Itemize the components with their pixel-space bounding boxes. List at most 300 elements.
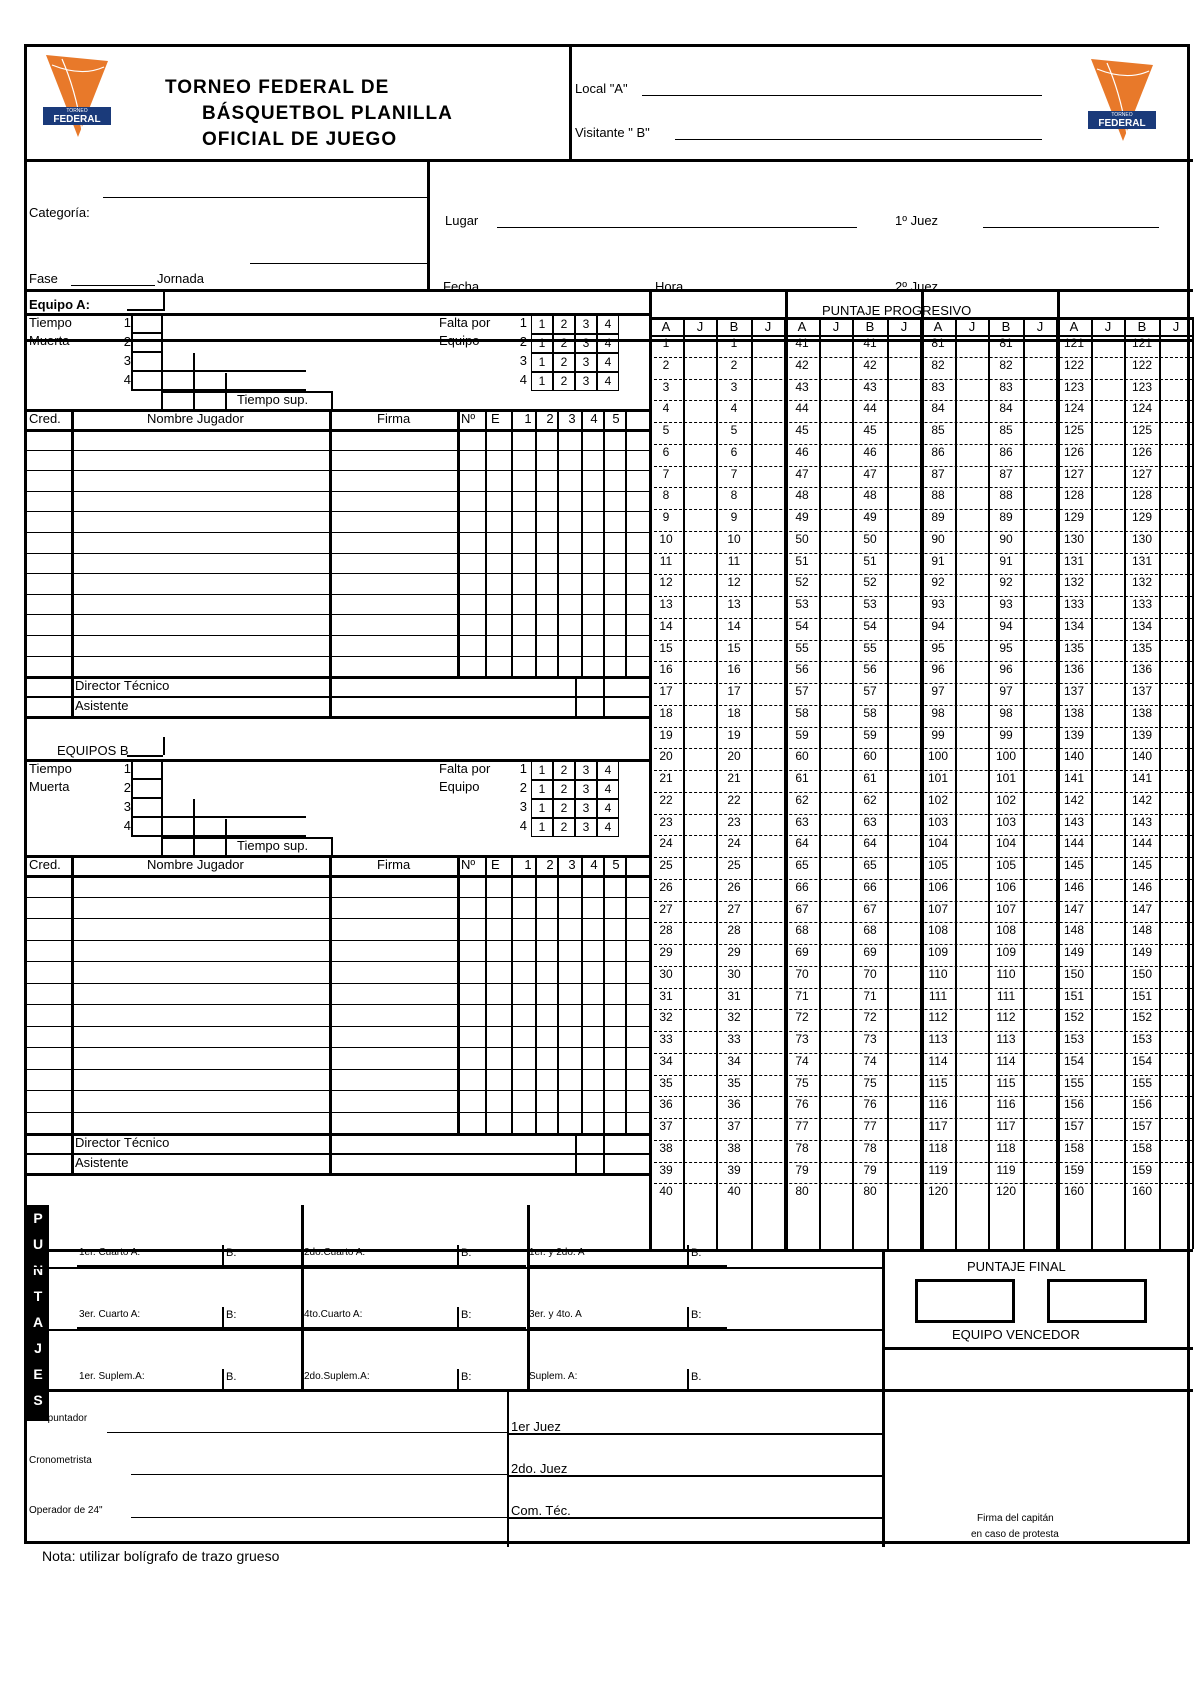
progresivo-number[interactable]: 38 [659, 1140, 673, 1155]
progresivo-number[interactable]: 91 [931, 553, 945, 568]
progresivo-number[interactable]: 1 [730, 336, 738, 350]
progresivo-number[interactable]: 135 [1131, 640, 1153, 655]
progresivo-number[interactable]: 81 [931, 336, 945, 350]
progresivo-number[interactable]: 121 [1063, 336, 1085, 350]
progresivo-number[interactable]: 115 [928, 1075, 948, 1090]
progresivo-number[interactable]: 63 [795, 814, 809, 829]
player-row[interactable] [27, 1047, 649, 1048]
progresivo-number[interactable]: 93 [931, 597, 945, 611]
progresivo-number[interactable]: 27 [727, 901, 741, 916]
progresivo-number[interactable]: 26 [727, 879, 741, 894]
team-foul-box[interactable]: 3 [575, 334, 597, 353]
player-row[interactable] [27, 470, 649, 471]
progresivo-number[interactable]: 18 [727, 705, 741, 720]
progresivo-number[interactable]: 70 [863, 966, 877, 981]
progresivo-number[interactable]: 126 [1131, 444, 1153, 459]
progresivo-number[interactable]: 44 [863, 401, 877, 416]
progresivo-number[interactable]: 65 [795, 858, 809, 872]
progresivo-number[interactable]: 39 [727, 1162, 741, 1177]
progresivo-number[interactable]: 104 [927, 836, 949, 851]
progresivo-number[interactable]: 158 [1131, 1140, 1153, 1155]
progresivo-number[interactable]: 138 [1063, 705, 1085, 720]
progresivo-number[interactable]: 82 [931, 357, 945, 372]
apuntador-field[interactable] [107, 1432, 507, 1433]
progresivo-number[interactable]: 108 [995, 923, 1017, 938]
progresivo-number[interactable]: 130 [1131, 531, 1153, 546]
progresivo-number[interactable]: 41 [863, 336, 877, 350]
progresivo-number[interactable]: 79 [863, 1162, 877, 1177]
progresivo-number[interactable]: 55 [795, 640, 809, 655]
progresivo-number[interactable]: 137 [1131, 684, 1153, 698]
progresivo-number[interactable]: 3 [662, 379, 670, 394]
player-row[interactable] [27, 983, 649, 984]
progresivo-number[interactable]: 28 [727, 923, 741, 938]
progresivo-number[interactable]: 82 [999, 357, 1013, 372]
progresivo-number[interactable]: 84 [999, 401, 1013, 416]
progresivo-number[interactable]: 16 [727, 662, 741, 677]
progresivo-number[interactable]: 86 [999, 444, 1013, 459]
progresivo-number[interactable]: 77 [795, 1119, 809, 1133]
progresivo-number[interactable]: 89 [931, 510, 945, 524]
puntaje-field[interactable] [527, 1389, 727, 1391]
progresivo-number[interactable]: 154 [1063, 1053, 1085, 1068]
progresivo-number[interactable]: 63 [863, 814, 877, 829]
progresivo-number[interactable]: 96 [999, 662, 1013, 677]
progresivo-number[interactable]: 116 [928, 1097, 948, 1112]
progresivo-number[interactable]: 74 [795, 1053, 809, 1068]
progresivo-number[interactable]: 61 [863, 771, 877, 785]
team-foul-box[interactable]: 1 [531, 799, 553, 818]
progresivo-number[interactable]: 158 [1063, 1140, 1085, 1155]
progresivo-number[interactable]: 95 [931, 640, 945, 655]
progresivo-number[interactable]: 73 [795, 1032, 809, 1046]
progresivo-number[interactable]: 9 [730, 510, 738, 524]
progresivo-number[interactable]: 46 [863, 444, 877, 459]
progresivo-number[interactable]: 74 [863, 1053, 877, 1068]
progresivo-number[interactable]: 153 [1131, 1032, 1153, 1046]
progresivo-number[interactable]: 136 [1131, 662, 1153, 677]
team-foul-box[interactable]: 2 [553, 799, 575, 818]
player-row[interactable] [27, 940, 649, 941]
final-score-a-box[interactable] [915, 1279, 1015, 1323]
progresivo-number[interactable]: 71 [795, 988, 809, 1003]
progresivo-number[interactable]: 132 [1063, 575, 1085, 590]
progresivo-number[interactable]: 142 [1131, 792, 1153, 807]
progresivo-number[interactable]: 55 [863, 640, 877, 655]
progresivo-number[interactable]: 6 [730, 444, 738, 459]
progresivo-number[interactable]: 16 [659, 662, 673, 677]
progresivo-number[interactable]: 156 [1063, 1097, 1085, 1112]
progresivo-number[interactable]: 17 [727, 684, 741, 698]
progresivo-number[interactable]: 133 [1063, 597, 1085, 611]
progresivo-number[interactable]: 92 [931, 575, 945, 590]
progresivo-number[interactable]: 40 [659, 1184, 673, 1199]
progresivo-number[interactable]: 57 [795, 684, 809, 698]
progresivo-number[interactable]: 60 [795, 749, 809, 764]
progresivo-number[interactable]: 64 [863, 836, 877, 851]
progresivo-number[interactable]: 142 [1063, 792, 1085, 807]
team-foul-box[interactable]: 4 [597, 799, 619, 818]
progresivo-number[interactable]: 117 [928, 1119, 948, 1133]
progresivo-number[interactable]: 48 [863, 488, 877, 503]
player-row[interactable] [27, 635, 649, 636]
progresivo-number[interactable]: 128 [1063, 488, 1085, 503]
team-foul-box[interactable]: 4 [597, 818, 619, 837]
progresivo-number[interactable]: 49 [795, 510, 809, 524]
progresivo-number[interactable]: 129 [1063, 510, 1085, 524]
progresivo-number[interactable]: 54 [795, 618, 809, 633]
progresivo-number[interactable]: 43 [863, 379, 877, 394]
progresivo-number[interactable]: 65 [863, 858, 877, 872]
progresivo-number[interactable]: 14 [659, 618, 673, 633]
progresivo-number[interactable]: 35 [727, 1075, 741, 1090]
progresivo-number[interactable]: 102 [927, 792, 949, 807]
progresivo-number[interactable]: 107 [927, 901, 949, 916]
progresivo-number[interactable]: 30 [727, 966, 741, 981]
progresivo-number[interactable]: 81 [999, 336, 1013, 350]
progresivo-number[interactable]: 52 [795, 575, 809, 590]
progresivo-number[interactable]: 33 [659, 1032, 673, 1046]
progresivo-number[interactable]: 25 [727, 858, 741, 872]
progresivo-number[interactable]: 155 [1063, 1075, 1085, 1090]
team-foul-box[interactable]: 3 [575, 315, 597, 334]
progresivo-number[interactable]: 23 [659, 814, 673, 829]
progresivo-number[interactable]: 38 [727, 1140, 741, 1155]
progresivo-number[interactable]: 147 [1063, 901, 1085, 916]
progresivo-number[interactable]: 100 [927, 749, 949, 764]
progresivo-number[interactable]: 72 [863, 1010, 877, 1025]
progresivo-number[interactable]: 19 [659, 727, 673, 742]
progresivo-number[interactable]: 48 [795, 488, 809, 503]
progresivo-number[interactable]: 15 [727, 640, 741, 655]
progresivo-number[interactable]: 59 [863, 727, 877, 742]
progresivo-number[interactable]: 126 [1063, 444, 1085, 459]
progresivo-number[interactable]: 139 [1063, 727, 1085, 742]
progresivo-number[interactable]: 159 [1131, 1162, 1153, 1177]
progresivo-number[interactable]: 125 [1063, 423, 1085, 437]
team-foul-box[interactable]: 4 [597, 372, 619, 391]
progresivo-number[interactable]: 70 [795, 966, 809, 981]
team-foul-box[interactable]: 2 [553, 372, 575, 391]
progresivo-number[interactable]: 153 [1063, 1032, 1085, 1046]
progresivo-number[interactable]: 54 [863, 618, 877, 633]
progresivo-number[interactable]: 123 [1131, 379, 1153, 394]
team-foul-box[interactable]: 3 [575, 353, 597, 372]
progresivo-number[interactable]: 122 [1063, 357, 1085, 372]
progresivo-number[interactable]: 9 [662, 510, 670, 524]
team-foul-box[interactable]: 2 [553, 780, 575, 799]
progresivo-number[interactable]: 117 [996, 1119, 1016, 1133]
player-row[interactable] [27, 656, 649, 657]
progresivo-number[interactable]: 42 [795, 357, 809, 372]
team-foul-box[interactable]: 1 [531, 818, 553, 837]
progresivo-number[interactable]: 92 [999, 575, 1013, 590]
progresivo-number[interactable]: 103 [927, 814, 949, 829]
progresivo-number[interactable]: 58 [795, 705, 809, 720]
progresivo-number[interactable]: 14 [727, 618, 741, 633]
progresivo-number[interactable]: 154 [1131, 1053, 1153, 1068]
progresivo-number[interactable]: 149 [1131, 945, 1153, 959]
progresivo-number[interactable]: 160 [1063, 1184, 1085, 1199]
progresivo-number[interactable]: 127 [1063, 466, 1085, 481]
player-row[interactable] [27, 511, 649, 512]
progresivo-number[interactable]: 31 [727, 988, 741, 1003]
progresivo-number[interactable]: 157 [1131, 1119, 1153, 1133]
progresivo-number[interactable]: 15 [659, 640, 673, 655]
progresivo-number[interactable]: 49 [863, 510, 877, 524]
progresivo-number[interactable]: 86 [931, 444, 945, 459]
progresivo-number[interactable]: 68 [863, 923, 877, 938]
progresivo-number[interactable]: 1 [662, 336, 670, 350]
progresivo-number[interactable]: 114 [996, 1053, 1016, 1068]
progresivo-number[interactable]: 59 [795, 727, 809, 742]
progresivo-number[interactable]: 97 [999, 684, 1013, 698]
progresivo-number[interactable]: 29 [727, 945, 741, 959]
progresivo-number[interactable]: 152 [1131, 1010, 1153, 1025]
player-row[interactable] [27, 614, 649, 615]
puntaje-field[interactable] [527, 1265, 727, 1267]
progresivo-number[interactable]: 120 [927, 1184, 949, 1199]
team-foul-box[interactable]: 2 [553, 761, 575, 780]
progresivo-number[interactable]: 53 [795, 597, 809, 611]
progresivo-number[interactable]: 11 [659, 553, 673, 568]
progresivo-number[interactable]: 157 [1063, 1119, 1085, 1133]
team-foul-box[interactable]: 3 [575, 761, 597, 780]
progresivo-number[interactable]: 119 [996, 1162, 1016, 1177]
progresivo-number[interactable]: 113 [996, 1032, 1016, 1046]
team-foul-box[interactable]: 4 [597, 334, 619, 353]
team-foul-box[interactable]: 3 [575, 818, 597, 837]
progresivo-number[interactable]: 103 [995, 814, 1017, 829]
progresivo-number[interactable]: 99 [931, 727, 945, 742]
progresivo-number[interactable]: 24 [659, 836, 673, 851]
progresivo-number[interactable]: 19 [727, 727, 741, 742]
progresivo-number[interactable]: 29 [659, 945, 673, 959]
progresivo-number[interactable]: 8 [730, 488, 738, 503]
progresivo-number[interactable]: 141 [1131, 771, 1153, 785]
progresivo-number[interactable]: 25 [659, 858, 673, 872]
progresivo-number[interactable]: 2 [662, 357, 670, 372]
player-row[interactable] [27, 532, 649, 533]
progresivo-number[interactable]: 83 [931, 379, 945, 394]
progresivo-number[interactable]: 4 [730, 401, 738, 416]
progresivo-number[interactable]: 90 [999, 531, 1013, 546]
progresivo-number[interactable]: 111 [928, 988, 948, 1003]
player-row[interactable] [27, 553, 649, 554]
progresivo-number[interactable]: 7 [730, 466, 738, 481]
progresivo-number[interactable]: 53 [863, 597, 877, 611]
progresivo-number[interactable]: 155 [1131, 1075, 1153, 1090]
progresivo-number[interactable]: 101 [995, 771, 1017, 785]
progresivo-number[interactable]: 145 [1063, 858, 1085, 872]
progresivo-number[interactable]: 101 [927, 771, 949, 785]
progresivo-number[interactable]: 27 [659, 901, 673, 916]
visitante-field[interactable] [675, 139, 1042, 140]
progresivo-number[interactable]: 21 [727, 771, 741, 785]
progresivo-number[interactable]: 99 [999, 727, 1013, 742]
player-row[interactable] [27, 450, 649, 451]
progresivo-number[interactable]: 62 [795, 792, 809, 807]
progresivo-number[interactable]: 39 [659, 1162, 673, 1177]
progresivo-number[interactable]: 131 [1131, 553, 1153, 568]
progresivo-number[interactable]: 134 [1131, 618, 1153, 633]
progresivo-number[interactable]: 61 [795, 771, 809, 785]
progresivo-number[interactable]: 37 [727, 1119, 741, 1133]
juez1-field[interactable] [983, 227, 1159, 228]
progresivo-number[interactable]: 47 [863, 466, 877, 481]
progresivo-number[interactable]: 13 [659, 597, 673, 611]
progresivo-number[interactable]: 50 [863, 531, 877, 546]
progresivo-number[interactable]: 7 [662, 466, 670, 481]
progresivo-number[interactable]: 10 [727, 531, 741, 546]
puntaje-field[interactable] [77, 1327, 301, 1329]
team-foul-box[interactable]: 2 [553, 353, 575, 372]
progresivo-number[interactable]: 152 [1063, 1010, 1085, 1025]
progresivo-number[interactable]: 113 [928, 1032, 948, 1046]
progresivo-number[interactable]: 46 [795, 444, 809, 459]
progresivo-number[interactable]: 140 [1131, 749, 1153, 764]
progresivo-number[interactable]: 6 [662, 444, 670, 459]
progresivo-number[interactable]: 34 [659, 1053, 673, 1068]
progresivo-number[interactable]: 110 [928, 966, 948, 981]
progresivo-number[interactable]: 13 [727, 597, 741, 611]
progresivo-number[interactable]: 110 [996, 966, 1016, 981]
progresivo-number[interactable]: 130 [1063, 531, 1085, 546]
progresivo-number[interactable]: 115 [996, 1075, 1016, 1090]
progresivo-number[interactable]: 105 [927, 858, 949, 872]
progresivo-number[interactable]: 131 [1063, 553, 1085, 568]
progresivo-number[interactable]: 160 [1131, 1184, 1153, 1199]
progresivo-number[interactable]: 22 [659, 792, 673, 807]
progresivo-number[interactable]: 75 [795, 1075, 809, 1090]
progresivo-number[interactable]: 143 [1063, 814, 1085, 829]
progresivo-number[interactable]: 118 [928, 1140, 948, 1155]
team-foul-box[interactable]: 2 [553, 818, 575, 837]
progresivo-number[interactable]: 85 [999, 423, 1013, 437]
progresivo-number[interactable]: 143 [1131, 814, 1153, 829]
puntaje-field[interactable] [302, 1327, 526, 1329]
progresivo-number[interactable]: 118 [996, 1140, 1016, 1155]
progresivo-number[interactable]: 83 [999, 379, 1013, 394]
final-score-b-box[interactable] [1047, 1279, 1147, 1323]
progresivo-number[interactable]: 100 [995, 749, 1017, 764]
progresivo-number[interactable]: 26 [659, 879, 673, 894]
progresivo-number[interactable]: 57 [863, 684, 877, 698]
progresivo-number[interactable]: 77 [863, 1119, 877, 1133]
progresivo-number[interactable]: 114 [928, 1053, 948, 1068]
progresivo-number[interactable]: 146 [1063, 879, 1085, 894]
progresivo-number[interactable]: 23 [727, 814, 741, 829]
player-row[interactable] [27, 491, 649, 492]
progresivo-number[interactable]: 89 [999, 510, 1013, 524]
progresivo-number[interactable]: 133 [1131, 597, 1153, 611]
team-foul-box[interactable]: 4 [597, 353, 619, 372]
progresivo-number[interactable]: 45 [863, 423, 877, 437]
progresivo-number[interactable]: 42 [863, 357, 877, 372]
team-foul-box[interactable]: 3 [575, 372, 597, 391]
progresivo-number[interactable]: 24 [727, 836, 741, 851]
progresivo-number[interactable]: 2 [730, 357, 738, 372]
progresivo-number[interactable]: 141 [1063, 771, 1085, 785]
team-foul-box[interactable]: 1 [531, 353, 553, 372]
progresivo-number[interactable]: 112 [928, 1010, 948, 1025]
progresivo-number[interactable]: 30 [659, 966, 673, 981]
team-foul-box[interactable]: 1 [531, 315, 553, 334]
progresivo-number[interactable]: 75 [863, 1075, 877, 1090]
progresivo-number[interactable]: 95 [999, 640, 1013, 655]
progresivo-number[interactable]: 87 [999, 466, 1013, 481]
progresivo-number[interactable]: 5 [730, 423, 738, 437]
progresivo-number[interactable]: 10 [659, 531, 673, 546]
team-foul-box[interactable]: 1 [531, 761, 553, 780]
progresivo-number[interactable]: 98 [931, 705, 945, 720]
progresivo-number[interactable]: 91 [999, 553, 1013, 568]
player-row[interactable] [27, 594, 649, 595]
progresivo-number[interactable]: 80 [863, 1184, 877, 1199]
progresivo-number[interactable]: 149 [1063, 945, 1085, 959]
progresivo-number[interactable]: 150 [1131, 966, 1153, 981]
progresivo-number[interactable]: 128 [1131, 488, 1153, 503]
progresivo-number[interactable]: 93 [999, 597, 1013, 611]
progresivo-number[interactable]: 71 [863, 988, 877, 1003]
player-row[interactable] [27, 573, 649, 574]
progresivo-number[interactable]: 94 [999, 618, 1013, 633]
progresivo-number[interactable]: 50 [795, 531, 809, 546]
progresivo-number[interactable]: 139 [1131, 727, 1153, 742]
progresivo-number[interactable]: 22 [727, 792, 741, 807]
progresivo-number[interactable]: 44 [795, 401, 809, 416]
local-field[interactable] [642, 95, 1042, 96]
progresivo-number[interactable]: 51 [795, 553, 809, 568]
progresivo-number[interactable]: 138 [1131, 705, 1153, 720]
progresivo-number[interactable]: 140 [1063, 749, 1085, 764]
team-foul-box[interactable]: 3 [575, 799, 597, 818]
progresivo-number[interactable]: 111 [996, 988, 1016, 1003]
progresivo-number[interactable]: 107 [995, 901, 1017, 916]
progresivo-number[interactable]: 85 [931, 423, 945, 437]
player-row[interactable] [27, 1069, 649, 1070]
progresivo-number[interactable]: 122 [1131, 357, 1153, 372]
progresivo-number[interactable]: 121 [1131, 336, 1153, 350]
progresivo-number[interactable]: 33 [727, 1032, 741, 1046]
puntaje-field[interactable] [527, 1327, 727, 1329]
progresivo-number[interactable]: 105 [995, 858, 1017, 872]
progresivo-number[interactable]: 11 [727, 553, 741, 568]
team-foul-box[interactable]: 3 [575, 780, 597, 799]
progresivo-number[interactable]: 62 [863, 792, 877, 807]
player-row[interactable] [27, 1004, 649, 1005]
progresivo-number[interactable]: 36 [727, 1097, 741, 1112]
progresivo-number[interactable]: 109 [995, 945, 1017, 959]
progresivo-number[interactable]: 60 [863, 749, 877, 764]
team-foul-box[interactable]: 4 [597, 761, 619, 780]
progresivo-number[interactable]: 58 [863, 705, 877, 720]
progresivo-number[interactable]: 67 [795, 901, 809, 916]
progresivo-number[interactable]: 137 [1063, 684, 1085, 698]
team-foul-box[interactable]: 1 [531, 334, 553, 353]
team-foul-box[interactable]: 4 [597, 315, 619, 334]
progresivo-number[interactable]: 47 [795, 466, 809, 481]
progresivo-number[interactable]: 3 [730, 379, 738, 394]
progresivo-number[interactable]: 78 [795, 1140, 809, 1155]
progresivo-number[interactable]: 156 [1131, 1097, 1153, 1112]
progresivo-number[interactable]: 56 [863, 662, 877, 677]
progresivo-number[interactable]: 102 [995, 792, 1017, 807]
progresivo-number[interactable]: 78 [863, 1140, 877, 1155]
progresivo-number[interactable]: 96 [931, 662, 945, 677]
progresivo-number[interactable]: 145 [1131, 858, 1153, 872]
progresivo-number[interactable]: 116 [996, 1097, 1016, 1112]
